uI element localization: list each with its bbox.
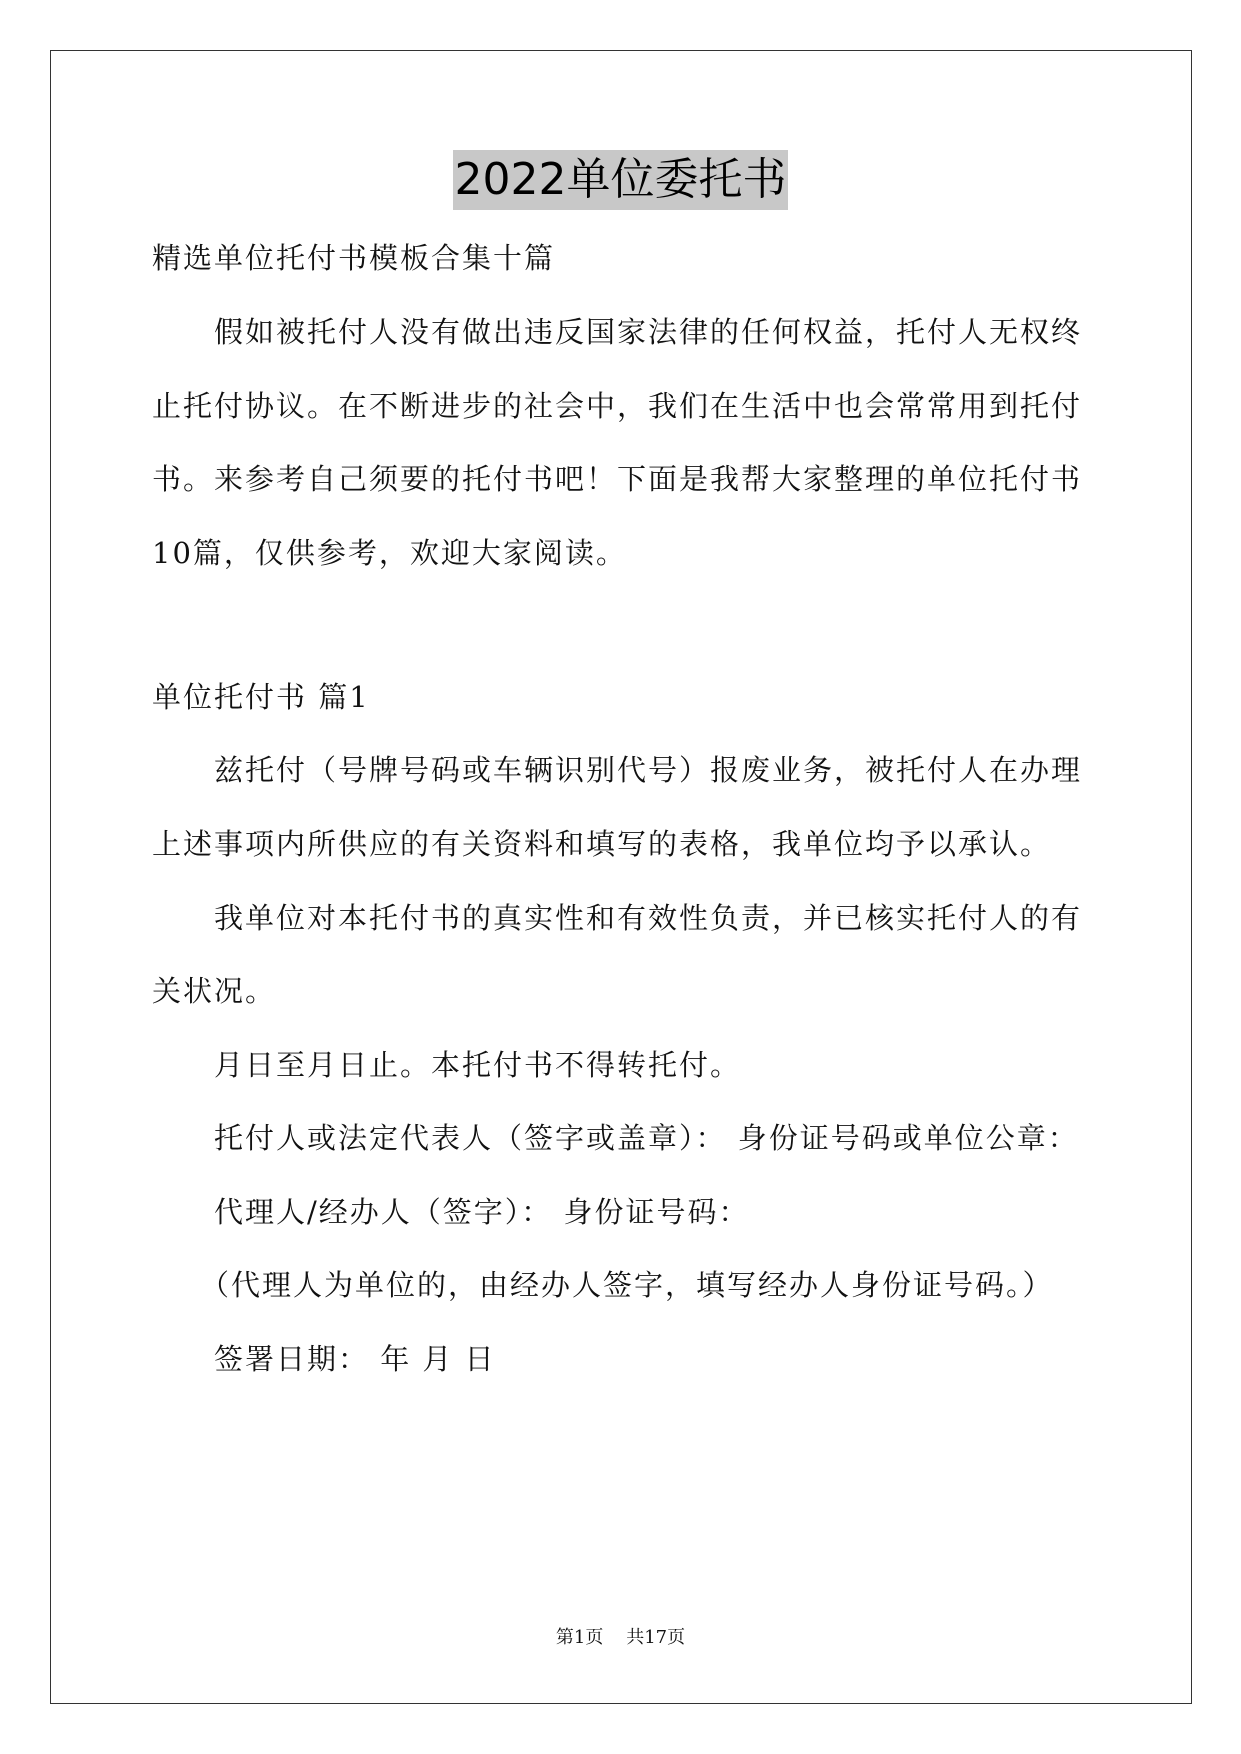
body-line: 关状况。 [152, 974, 277, 1008]
body-line: 兹托付（号牌号码或车辆识别代号）报废业务，被托付人在办理 [214, 753, 1083, 787]
section-heading: 单位托付书 篇1 [152, 680, 370, 714]
page-total: 共17页 [626, 1627, 686, 1648]
title-container [0, 150, 1241, 210]
intro-line: 止托付协议。在不断进步的社会中，我们在生活中也会常常用到托付 [152, 389, 1083, 423]
subtitle: 精选单位托付书模板合集十篇 [152, 241, 556, 275]
page-border [50, 50, 1192, 1704]
document-title: 2022单位委托书 [453, 150, 789, 210]
intro-line: 10篇，仅供参考，欢迎大家阅读。 [152, 536, 627, 570]
body-line: 托付人或法定代表人（签字或盖章）： 身份证号码或单位公章： [214, 1121, 1079, 1155]
intro-line: 假如被托付人没有做出违反国家法律的任何权益，托付人无权终 [214, 315, 1083, 349]
body-line: 月日至月日止。本托付书不得转托付。 [214, 1048, 742, 1082]
body-line: 上述事项内所供应的有关资料和填写的表格，我单位均予以承认。 [152, 827, 1052, 861]
page-number: 第1页 [555, 1627, 604, 1648]
body-line: （代理人为单位的，由经办人签字，填写经办人身份证号码。） [200, 1268, 1054, 1302]
page-footer [0, 1626, 1241, 1650]
intro-line: 书。来参考自己须要的托付书吧！下面是我帮大家整理的单位托付书 [152, 462, 1083, 496]
body-line: 签署日期： 年 月 日 [214, 1342, 496, 1376]
body-line: 代理人/经办人（签字）： 身份证号码： [214, 1195, 750, 1229]
body-line: 我单位对本托付书的真实性和有效性负责，并已核实托付人的有 [214, 901, 1083, 935]
